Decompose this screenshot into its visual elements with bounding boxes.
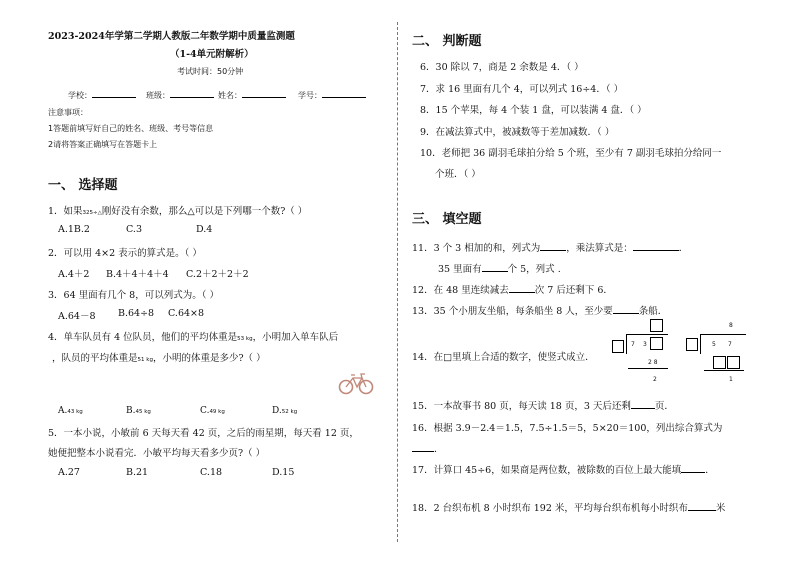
question-5-line2: 她便把整本小说看完．小敏平均每天看多少页?（ ） bbox=[48, 448, 266, 459]
answer-blank[interactable] bbox=[688, 502, 716, 511]
question-15: 15．一本故事书 80 页，每天读 18 页，3 天后还剩 页． bbox=[412, 401, 674, 412]
digit-box[interactable] bbox=[650, 319, 663, 332]
q2-option-a[interactable]: A.4＋2 bbox=[58, 269, 90, 280]
notice-item: 1答题前填写好自己的姓名、班级、考号等信息 bbox=[48, 124, 214, 133]
student-id-field[interactable]: 学号： bbox=[298, 89, 366, 101]
q2-option-c[interactable]: C.2＋2＋2＋2 bbox=[186, 269, 249, 280]
section-heading-choice: 一、 选择题 bbox=[48, 178, 118, 193]
answer-blank[interactable] bbox=[613, 305, 639, 314]
class-field[interactable]: 班级： bbox=[146, 89, 214, 101]
question-5-line1: 5．一本小说，小敏前 6 天每天看 42 页，之后的雨星期，每天看 12 页， bbox=[48, 428, 359, 439]
question-12: 12．在 48 里连续减去 次 7 后还剩下 6． bbox=[412, 285, 613, 296]
question-7: 7．求 16 里面有几个 4，可以列式 16÷4．（ ） bbox=[420, 84, 624, 95]
bicycle-icon bbox=[338, 370, 374, 396]
question-11-line2: 35 里面有 个 5，列式 . bbox=[438, 264, 561, 275]
question-3: 3．64 里面有几个 8，可以列式为。（ ） bbox=[48, 290, 219, 301]
q4-option-d[interactable]: D.52 kg bbox=[272, 406, 298, 416]
q1-option-d[interactable]: D.4 bbox=[196, 224, 213, 235]
answer-blank[interactable] bbox=[509, 284, 535, 293]
question-16-line1: 16．根据 3.9－2.4＝1.5，7.5÷1.5＝5，5×20＝100，列出综合算式为 bbox=[412, 423, 723, 434]
question-11-line1: 11．3 个 3 相加的和，列式为 ，乘法算式是： ． bbox=[412, 243, 689, 254]
question-1: 1．如果325÷△刚好没有余数，那么△可以是下列哪一个数?（ ） bbox=[48, 206, 308, 217]
school-field[interactable]: 学校： bbox=[68, 89, 136, 101]
q4-option-a[interactable]: A.43 kg bbox=[58, 406, 83, 416]
question-8: 8．15 个苹果，每 4 个装 1 盘，可以装满 4 盘．（ ） bbox=[420, 105, 647, 116]
q5-option-a[interactable]: A.27 bbox=[58, 467, 80, 478]
question-10-line1: 10．老师把 36 副羽毛球拍分给 5 个班，至少有 7 副羽毛球拍分给同一 bbox=[420, 148, 722, 159]
name-field[interactable]: 姓名： bbox=[218, 89, 286, 101]
digit-box[interactable] bbox=[713, 356, 726, 369]
answer-blank[interactable] bbox=[540, 242, 566, 251]
answer-blank[interactable] bbox=[482, 263, 508, 272]
notice-item: 2请将答案正确填写在答题卡上 bbox=[48, 140, 158, 149]
question-14: 14．在□里填上合适的数字，使竖式成立． bbox=[412, 352, 595, 363]
section-heading-fill: 三、 填空题 bbox=[412, 212, 482, 227]
answer-blank[interactable] bbox=[631, 400, 655, 409]
column-divider bbox=[397, 22, 398, 542]
q5-option-c[interactable]: C.18 bbox=[200, 467, 223, 478]
q2-option-b[interactable]: B.4＋4＋4＋4 bbox=[106, 269, 169, 280]
question-13: 13．35 个小朋友坐船，每条船坐 8 人，至少要 条船． bbox=[412, 306, 668, 317]
q3-option-c[interactable]: C.64×8 bbox=[168, 308, 205, 319]
q1-option-a[interactable]: A.1B.2 bbox=[58, 224, 90, 235]
exam-title: 2023-2024年学第二学期人教版二年数学期中质量监测题 bbox=[48, 31, 295, 42]
question-16-line2: ． bbox=[412, 441, 444, 455]
exam-subtitle: （1-4单元附解析） bbox=[170, 49, 254, 60]
question-18: 18．2 台织布机 8 小时织布 192 米，平均每台织布机每小时织布 米 bbox=[412, 503, 726, 514]
q4-option-b[interactable]: B.45 kg bbox=[126, 406, 151, 416]
exam-time: 考试时间：50分钟 bbox=[177, 67, 244, 76]
q3-option-b[interactable]: B.64÷8 bbox=[118, 308, 155, 319]
answer-blank[interactable] bbox=[633, 242, 679, 251]
question-4-line1: 4．单车队员有 4 位队员，他们的平均体重是53 kg，小明加入单车队后 bbox=[48, 332, 339, 343]
digit-box[interactable] bbox=[727, 356, 740, 369]
digit-box[interactable] bbox=[686, 338, 698, 351]
q4-option-c[interactable]: C.49 kg bbox=[200, 406, 225, 416]
q5-option-b[interactable]: B.21 bbox=[126, 467, 149, 478]
answer-blank[interactable] bbox=[412, 443, 434, 452]
digit-box[interactable] bbox=[650, 337, 663, 350]
q1-expression-image: 325÷△ bbox=[82, 210, 102, 216]
q5-option-d[interactable]: D.15 bbox=[272, 467, 295, 478]
question-17: 17．计算口 45÷6，如果商是两位数，被除数的百位上最大能填 ． bbox=[412, 465, 715, 476]
question-6: 6．30 除以 7，商是 2 余数是 4．（ ） bbox=[420, 62, 584, 73]
digit-box[interactable] bbox=[612, 340, 624, 353]
question-9: 9．在减法算式中，被减数等于差加减数．（ ） bbox=[420, 127, 615, 138]
section-heading-judge: 二、 判断题 bbox=[412, 34, 482, 49]
notice-heading: 注意事项： bbox=[48, 108, 88, 117]
answer-blank[interactable] bbox=[681, 464, 705, 473]
question-2: 2．可以用 4×2 表示的算式是。（ ） bbox=[48, 248, 202, 259]
question-10-line2: 个班．（ ） bbox=[435, 169, 481, 180]
question-4-line2: ，队员的平均体重是51 kg，小明的体重是多少?（ ） bbox=[52, 353, 266, 364]
q1-option-c[interactable]: C.3 bbox=[126, 224, 142, 235]
q3-option-a[interactable]: A.64－8 bbox=[58, 311, 96, 322]
